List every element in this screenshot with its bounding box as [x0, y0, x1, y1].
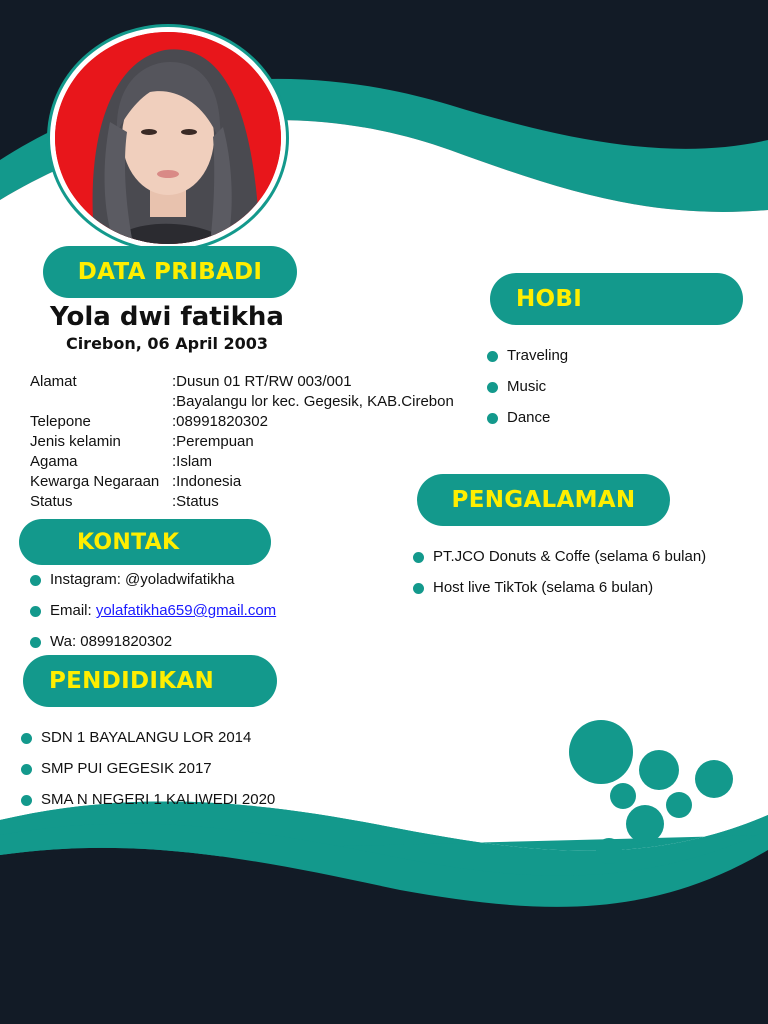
info-value: :Islam [172, 453, 213, 470]
info-label: Telepone [30, 413, 91, 430]
experience-item: Host live TikTok (selama 6 bulan) [413, 579, 706, 596]
contact-email [30, 602, 276, 619]
info-value: :Perempuan [172, 433, 254, 450]
profile-name: Yola dwi fatikha [50, 302, 284, 332]
info-value: :Indonesia [172, 473, 242, 490]
info-value: :08991820302 [172, 413, 268, 430]
info-label: Kewarga Negaraan [30, 473, 160, 490]
contact-list [30, 571, 276, 650]
info-label: Agama [30, 453, 78, 470]
info-value: :Dusun 01 RT/RW 003/001 [172, 373, 352, 390]
experience-list [413, 548, 706, 596]
info-value: :Status [172, 493, 219, 510]
info-label: Jenis kelamin [30, 433, 121, 450]
contact-instagram: Instagram: @yoladwifatikha [30, 571, 276, 588]
contact-wa: Wa: 08991820302 [30, 633, 276, 650]
education-item: SMP PUI GEGESIK 2017 [21, 760, 275, 777]
hobby-item: Traveling [487, 347, 568, 364]
portrait-illustration [55, 32, 281, 244]
education-item: SMA N NEGERI 1 KALIWEDI 2020 [21, 791, 275, 808]
email-link[interactable]: yolafatikha659@gmail.com [95, 602, 277, 619]
hobby-item: Music [487, 378, 568, 395]
email-label: Email: [50, 602, 96, 619]
education-list [21, 729, 275, 808]
section-title-hobi: HOBI [490, 273, 743, 325]
profile-photo [50, 27, 286, 249]
hobby-item: Dance [487, 409, 568, 426]
experience-item: PT.JCO Donuts & Coffe (selama 6 bulan) [413, 548, 706, 565]
section-title-pendidikan: PENDIDIKAN [23, 655, 277, 707]
info-label: Alamat [30, 373, 77, 390]
section-title-kontak: KONTAK [19, 519, 271, 565]
section-title-data-pribadi: DATA PRIBADI [43, 246, 297, 298]
info-value: :Bayalangu lor kec. Gegesik, KAB.Cirebon [172, 393, 454, 410]
hobby-list [487, 347, 568, 426]
info-label: Status [30, 493, 73, 510]
education-item: SDN 1 BAYALANGU LOR 2014 [21, 729, 275, 746]
section-title-pengalaman: PENGALAMAN [417, 474, 670, 526]
profile-birth: Cirebon, 06 April 2003 [65, 334, 269, 353]
